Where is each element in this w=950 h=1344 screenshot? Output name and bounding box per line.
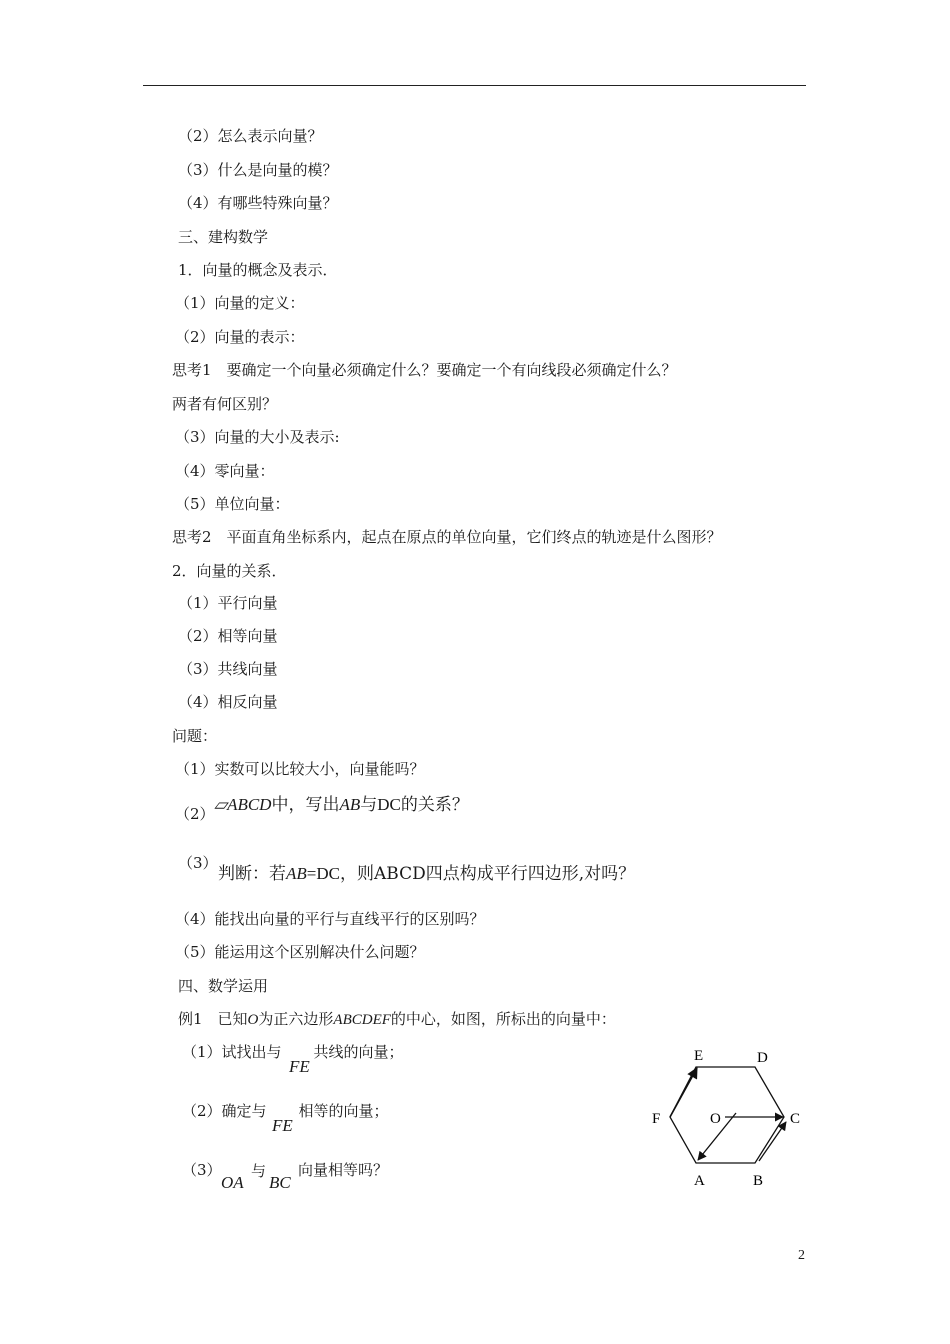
subsection-heading: 2．向量的关系． — [172, 562, 287, 580]
section-heading: 四、数学运用 — [178, 977, 269, 995]
vector-ab-label: AB — [286, 864, 307, 883]
header-rule — [143, 85, 806, 86]
text-line: 两者有何区别？ — [172, 395, 278, 413]
vector-fe-label: FE — [272, 1116, 293, 1135]
vertex-c-label: C — [790, 1111, 801, 1127]
vector-bc — [269, 1173, 291, 1193]
vector-fe-label: FE — [289, 1057, 310, 1076]
text-line: （3）共线向量 — [178, 660, 278, 678]
vector-oa — [221, 1173, 244, 1193]
text-line: 问题： — [172, 727, 218, 745]
question-number: （3） — [178, 854, 218, 872]
example-text: 的中心，如图，所标出的向量中： — [390, 1010, 616, 1028]
parallelogram-label: ▱ABCD — [214, 795, 272, 814]
vector-fe-arrow — [670, 1068, 697, 1117]
example-text: 为正六边形 — [258, 1010, 334, 1028]
page-number: 2 — [798, 1248, 805, 1263]
vector-fe — [289, 1057, 310, 1077]
point-o: O — [247, 1012, 259, 1028]
vector-ab-label: AB — [339, 795, 361, 814]
question-number: （2） — [175, 805, 215, 823]
hexagon-name: ABCDEF — [333, 1012, 391, 1028]
text-line: （1）实数可以比较大小，向量能吗？ — [175, 760, 425, 778]
text-line: （2）相等向量 — [178, 627, 278, 645]
text-line: （1）平行向量 — [178, 594, 278, 612]
sub1-text: （1）试找出与 — [182, 1043, 282, 1061]
equals-sign: = — [306, 864, 317, 883]
text-line: （2）怎么表示向量？ — [178, 127, 323, 145]
vector-dc — [377, 795, 401, 815]
example-label: 例1 已知 — [178, 1010, 248, 1028]
vertex-f-label: F — [652, 1111, 661, 1127]
subsection-heading: 1．向量的概念及表示． — [178, 261, 338, 279]
vector-dc-label: DC — [316, 864, 340, 883]
sub2-text: 相等的向量； — [298, 1102, 389, 1120]
text-line: （4）有哪些特殊向量？ — [178, 194, 338, 212]
vector-dc — [316, 864, 340, 884]
q3-text: 判断：若 — [218, 864, 286, 884]
q2-text: 的关系？ — [400, 795, 469, 815]
text-line: （1）向量的定义： — [175, 294, 305, 312]
hexagon-figure — [640, 1040, 820, 1190]
vector-bc-label: BC — [269, 1173, 291, 1192]
q2-text: 与 — [360, 795, 378, 815]
vector-dc-label: DC — [377, 795, 401, 814]
sub-question-3: （3） — [182, 1161, 222, 1179]
vector-ab — [286, 864, 307, 884]
text-line: （3）什么是向量的模？ — [178, 161, 338, 179]
example-1 — [178, 1009, 616, 1030]
text-line: （5）能运用这个区别解决什么问题？ — [175, 943, 425, 961]
vector-oa-label: OA — [221, 1173, 244, 1192]
center-o-label: O — [710, 1111, 721, 1127]
sub2-text: （2）确定与 — [182, 1102, 267, 1120]
text-line: （3）向量的大小及表示: — [175, 428, 340, 446]
text-line: 思考2 平面直角坐标系内，起点在原点的单位向量，它们终点的轨迹是什么图形？ — [172, 528, 722, 546]
sub1-text: 共线的向量； — [313, 1043, 404, 1061]
vertex-b-label: B — [753, 1173, 764, 1189]
q3-text: ，则ABCD四点构成平行四边形,对吗？ — [340, 864, 636, 884]
question-3-body — [218, 864, 635, 884]
text-line: （4）相反向量 — [178, 693, 278, 711]
vertex-d-label: D — [757, 1050, 768, 1066]
text-line: （5）单位向量： — [175, 495, 290, 513]
vector-fe — [272, 1116, 293, 1136]
q2-text: 中，写出 — [271, 795, 340, 815]
section-heading: 三、建构数学 — [178, 228, 269, 246]
question-2-body — [214, 795, 469, 815]
text-line: 思考1 要确定一个向量必须确定什么？要确定一个有向线段必须确定什么？ — [172, 361, 677, 379]
vertex-e-label: E — [694, 1048, 704, 1064]
vector-ab — [339, 795, 360, 815]
text-line: （4）零向量： — [175, 462, 275, 480]
text-line: （4）能找出向量的平行与直线平行的区别吗？ — [175, 910, 485, 928]
text-line: （2）向量的表示： — [175, 328, 305, 346]
sub3-text: 向量相等吗？ — [298, 1161, 389, 1179]
sub3-text: 与 — [251, 1162, 267, 1180]
vertex-a-label: A — [694, 1173, 705, 1189]
vector-bc-arrow — [759, 1122, 786, 1161]
